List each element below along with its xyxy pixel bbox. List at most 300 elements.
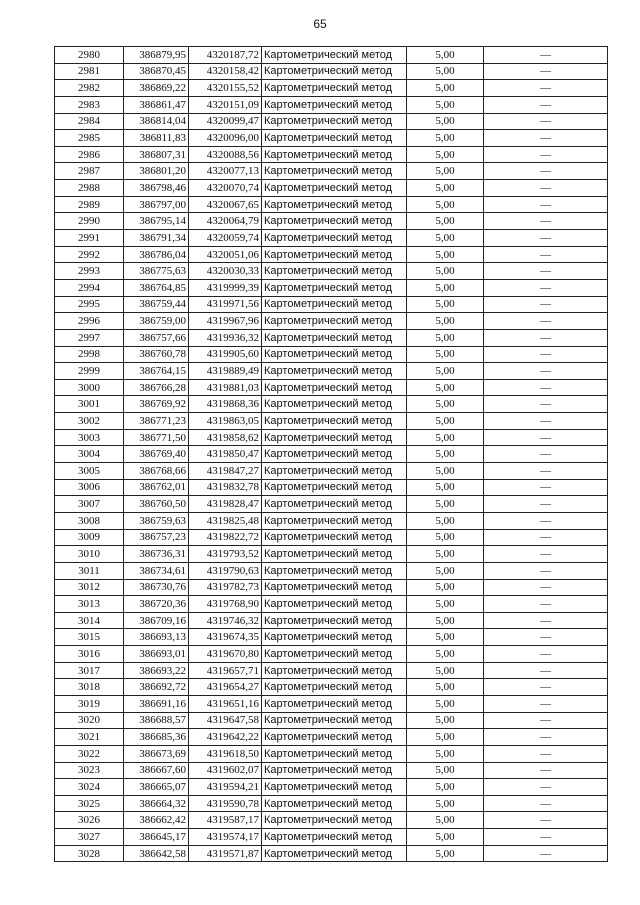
point-number-cell: 3007 (55, 496, 124, 513)
x-coordinate-cell: 386685,36 (124, 729, 189, 746)
point-number-cell: 3020 (55, 712, 124, 729)
method-cell: Картометрический метод (262, 213, 407, 230)
method-cell: Картометрический метод (262, 130, 407, 147)
table-row (55, 196, 608, 213)
method-cell: Картометрический метод (262, 612, 407, 629)
x-coordinate-cell: 386764,85 (124, 279, 189, 296)
table-row (55, 379, 608, 396)
method-cell: Картометрический метод (262, 413, 407, 430)
x-coordinate-cell: 386693,13 (124, 629, 189, 646)
point-number-cell: 3018 (55, 679, 124, 696)
x-coordinate-cell: 386801,20 (124, 163, 189, 180)
y-coordinate-cell: 4319654,27 (189, 679, 262, 696)
x-coordinate-cell: 386665,07 (124, 779, 189, 796)
method-cell: Картометрический метод (262, 230, 407, 247)
description-cell: — (484, 629, 608, 646)
description-cell: — (484, 679, 608, 696)
y-coordinate-cell: 4319602,07 (189, 762, 262, 779)
method-cell: Картометрический метод (262, 113, 407, 130)
x-coordinate-cell: 386798,46 (124, 180, 189, 197)
precision-cell: 5,00 (407, 446, 484, 463)
description-cell: — (484, 180, 608, 197)
x-coordinate-cell: 386691,16 (124, 695, 189, 712)
description-cell: — (484, 213, 608, 230)
precision-cell: 5,00 (407, 429, 484, 446)
y-coordinate-cell: 4319782,73 (189, 579, 262, 596)
method-cell: Картометрический метод (262, 363, 407, 380)
precision-cell: 5,00 (407, 163, 484, 180)
table-row (55, 712, 608, 729)
method-cell: Картометрический метод (262, 679, 407, 696)
point-number-cell: 2988 (55, 180, 124, 197)
precision-cell: 5,00 (407, 479, 484, 496)
x-coordinate-cell: 386757,23 (124, 529, 189, 546)
method-cell: Картометрический метод (262, 662, 407, 679)
point-number-cell: 3022 (55, 745, 124, 762)
x-coordinate-cell: 386693,22 (124, 662, 189, 679)
table-row (55, 313, 608, 330)
method-cell: Картометрический метод (262, 279, 407, 296)
description-cell: — (484, 96, 608, 113)
x-coordinate-cell: 386811,83 (124, 130, 189, 147)
page-number: 65 (313, 17, 327, 31)
x-coordinate-cell: 386759,63 (124, 512, 189, 529)
table-row (55, 679, 608, 696)
precision-cell: 5,00 (407, 146, 484, 163)
x-coordinate-cell: 386771,23 (124, 413, 189, 430)
x-coordinate-cell: 386771,50 (124, 429, 189, 446)
precision-cell: 5,00 (407, 762, 484, 779)
table-row (55, 829, 608, 846)
method-cell: Картометрический метод (262, 446, 407, 463)
precision-cell: 5,00 (407, 213, 484, 230)
y-coordinate-cell: 4319590,78 (189, 795, 262, 812)
y-coordinate-cell: 4319594,21 (189, 779, 262, 796)
description-cell: — (484, 130, 608, 147)
table-row (55, 96, 608, 113)
description-cell: — (484, 512, 608, 529)
method-cell: Картометрический метод (262, 795, 407, 812)
method-cell: Картометрический метод (262, 163, 407, 180)
point-number-cell: 3023 (55, 762, 124, 779)
table-row (55, 413, 608, 430)
point-number-cell: 2981 (55, 63, 124, 80)
method-cell: Картометрический метод (262, 779, 407, 796)
point-number-cell: 3014 (55, 612, 124, 629)
precision-cell: 5,00 (407, 795, 484, 812)
precision-cell: 5,00 (407, 47, 484, 64)
precision-cell: 5,00 (407, 712, 484, 729)
precision-cell: 5,00 (407, 329, 484, 346)
table-row (55, 246, 608, 263)
point-number-cell: 2992 (55, 246, 124, 263)
point-number-cell: 2989 (55, 196, 124, 213)
method-cell: Картометрический метод (262, 845, 407, 862)
table-row (55, 396, 608, 413)
x-coordinate-cell: 386814,04 (124, 113, 189, 130)
point-number-cell: 2997 (55, 329, 124, 346)
y-coordinate-cell: 4319657,71 (189, 662, 262, 679)
point-number-cell: 3004 (55, 446, 124, 463)
precision-cell: 5,00 (407, 363, 484, 380)
precision-cell: 5,00 (407, 496, 484, 513)
precision-cell: 5,00 (407, 662, 484, 679)
description-cell: — (484, 812, 608, 829)
method-cell: Картометрический метод (262, 646, 407, 663)
point-number-cell: 3006 (55, 479, 124, 496)
y-coordinate-cell: 4319936,32 (189, 329, 262, 346)
x-coordinate-cell: 386709,16 (124, 612, 189, 629)
method-cell: Картометрический метод (262, 762, 407, 779)
description-cell: — (484, 646, 608, 663)
description-cell: — (484, 146, 608, 163)
table-row (55, 762, 608, 779)
method-cell: Картометрический метод (262, 479, 407, 496)
x-coordinate-cell: 386759,00 (124, 313, 189, 330)
x-coordinate-cell: 386768,66 (124, 463, 189, 480)
point-number-cell: 3012 (55, 579, 124, 596)
method-cell: Картометрический метод (262, 546, 407, 563)
x-coordinate-cell: 386797,00 (124, 196, 189, 213)
y-coordinate-cell: 4320151,09 (189, 96, 262, 113)
x-coordinate-cell: 386775,63 (124, 263, 189, 280)
point-number-cell: 3010 (55, 546, 124, 563)
description-cell: — (484, 496, 608, 513)
table-row (55, 562, 608, 579)
method-cell: Картометрический метод (262, 329, 407, 346)
x-coordinate-cell: 386769,40 (124, 446, 189, 463)
method-cell: Картометрический метод (262, 63, 407, 80)
table-row (55, 546, 608, 563)
method-cell: Картометрический метод (262, 246, 407, 263)
method-cell: Картометрический метод (262, 496, 407, 513)
x-coordinate-cell: 386667,60 (124, 762, 189, 779)
description-cell: — (484, 529, 608, 546)
description-cell: — (484, 829, 608, 846)
point-number-cell: 2986 (55, 146, 124, 163)
precision-cell: 5,00 (407, 695, 484, 712)
precision-cell: 5,00 (407, 196, 484, 213)
method-cell: Картометрический метод (262, 812, 407, 829)
table-row (55, 845, 608, 862)
point-number-cell: 2982 (55, 80, 124, 97)
precision-cell: 5,00 (407, 279, 484, 296)
precision-cell: 5,00 (407, 80, 484, 97)
precision-cell: 5,00 (407, 263, 484, 280)
table-row (55, 646, 608, 663)
y-coordinate-cell: 4319571,87 (189, 845, 262, 862)
description-cell: — (484, 479, 608, 496)
point-number-cell: 3028 (55, 845, 124, 862)
coordinates-table (54, 46, 608, 862)
table-row (55, 496, 608, 513)
y-coordinate-cell: 4319850,47 (189, 446, 262, 463)
description-cell: — (484, 695, 608, 712)
method-cell: Картометрический метод (262, 313, 407, 330)
x-coordinate-cell: 386769,92 (124, 396, 189, 413)
method-cell: Картометрический метод (262, 263, 407, 280)
y-coordinate-cell: 4319746,32 (189, 612, 262, 629)
x-coordinate-cell: 386861,47 (124, 96, 189, 113)
precision-cell: 5,00 (407, 512, 484, 529)
x-coordinate-cell: 386757,66 (124, 329, 189, 346)
method-cell: Картометрический метод (262, 562, 407, 579)
table-row (55, 346, 608, 363)
point-number-cell: 3024 (55, 779, 124, 796)
table-row (55, 512, 608, 529)
method-cell: Картометрический метод (262, 296, 407, 313)
description-cell: — (484, 562, 608, 579)
y-coordinate-cell: 4320064,79 (189, 213, 262, 230)
table-row (55, 47, 608, 64)
y-coordinate-cell: 4320088,56 (189, 146, 262, 163)
point-number-cell: 2990 (55, 213, 124, 230)
point-number-cell: 2994 (55, 279, 124, 296)
method-cell: Картометрический метод (262, 512, 407, 529)
x-coordinate-cell: 386760,78 (124, 346, 189, 363)
precision-cell: 5,00 (407, 180, 484, 197)
precision-cell: 5,00 (407, 296, 484, 313)
point-number-cell: 3005 (55, 463, 124, 480)
method-cell: Картометрический метод (262, 396, 407, 413)
table-row (55, 529, 608, 546)
description-cell: — (484, 413, 608, 430)
description-cell: — (484, 429, 608, 446)
table-row (55, 662, 608, 679)
y-coordinate-cell: 4319670,80 (189, 646, 262, 663)
y-coordinate-cell: 4320070,74 (189, 180, 262, 197)
method-cell: Картометрический метод (262, 745, 407, 762)
precision-cell: 5,00 (407, 246, 484, 263)
description-cell: — (484, 662, 608, 679)
table-row (55, 479, 608, 496)
y-coordinate-cell: 4319587,17 (189, 812, 262, 829)
x-coordinate-cell: 386688,57 (124, 712, 189, 729)
table-row (55, 329, 608, 346)
point-number-cell: 2987 (55, 163, 124, 180)
table-row (55, 629, 608, 646)
y-coordinate-cell: 4319971,56 (189, 296, 262, 313)
point-number-cell: 3001 (55, 396, 124, 413)
point-number-cell: 2995 (55, 296, 124, 313)
x-coordinate-cell: 386693,01 (124, 646, 189, 663)
point-number-cell: 3026 (55, 812, 124, 829)
table-row (55, 113, 608, 130)
description-cell: — (484, 795, 608, 812)
table-row (55, 446, 608, 463)
description-cell: — (484, 762, 608, 779)
description-cell: — (484, 446, 608, 463)
point-number-cell: 3002 (55, 413, 124, 430)
x-coordinate-cell: 386807,31 (124, 146, 189, 163)
description-cell: — (484, 546, 608, 563)
point-number-cell: 3011 (55, 562, 124, 579)
point-number-cell: 3025 (55, 795, 124, 812)
point-number-cell: 2998 (55, 346, 124, 363)
table-row (55, 429, 608, 446)
y-coordinate-cell: 4319647,58 (189, 712, 262, 729)
precision-cell: 5,00 (407, 579, 484, 596)
precision-cell: 5,00 (407, 729, 484, 746)
point-number-cell: 3017 (55, 662, 124, 679)
table-row (55, 779, 608, 796)
point-number-cell: 2985 (55, 130, 124, 147)
description-cell: — (484, 612, 608, 629)
precision-cell: 5,00 (407, 612, 484, 629)
description-cell: — (484, 279, 608, 296)
point-number-cell: 3003 (55, 429, 124, 446)
x-coordinate-cell: 386870,45 (124, 63, 189, 80)
precision-cell: 5,00 (407, 230, 484, 247)
description-cell: — (484, 596, 608, 613)
description-cell: — (484, 263, 608, 280)
method-cell: Картометрический метод (262, 829, 407, 846)
x-coordinate-cell: 386795,14 (124, 213, 189, 230)
table-row (55, 812, 608, 829)
description-cell: — (484, 63, 608, 80)
method-cell: Картометрический метод (262, 346, 407, 363)
description-cell: — (484, 80, 608, 97)
point-number-cell: 3021 (55, 729, 124, 746)
description-cell: — (484, 196, 608, 213)
y-coordinate-cell: 4319881,03 (189, 379, 262, 396)
table-row (55, 163, 608, 180)
method-cell: Картометрический метод (262, 463, 407, 480)
precision-cell: 5,00 (407, 463, 484, 480)
point-number-cell: 2980 (55, 47, 124, 64)
point-number-cell: 3009 (55, 529, 124, 546)
method-cell: Картометрический метод (262, 96, 407, 113)
precision-cell: 5,00 (407, 396, 484, 413)
x-coordinate-cell: 386879,95 (124, 47, 189, 64)
method-cell: Картометрический метод (262, 596, 407, 613)
description-cell: — (484, 47, 608, 64)
table-row (55, 463, 608, 480)
y-coordinate-cell: 4319905,60 (189, 346, 262, 363)
description-cell: — (484, 163, 608, 180)
table-row (55, 80, 608, 97)
x-coordinate-cell: 386662,42 (124, 812, 189, 829)
y-coordinate-cell: 4319863,05 (189, 413, 262, 430)
precision-cell: 5,00 (407, 596, 484, 613)
table-row (55, 130, 608, 147)
method-cell: Картометрический метод (262, 529, 407, 546)
y-coordinate-cell: 4319847,27 (189, 463, 262, 480)
x-coordinate-cell: 386730,76 (124, 579, 189, 596)
x-coordinate-cell: 386734,61 (124, 562, 189, 579)
x-coordinate-cell: 386692,72 (124, 679, 189, 696)
y-coordinate-cell: 4319574,17 (189, 829, 262, 846)
precision-cell: 5,00 (407, 829, 484, 846)
y-coordinate-cell: 4320077,13 (189, 163, 262, 180)
y-coordinate-cell: 4319642,22 (189, 729, 262, 746)
precision-cell: 5,00 (407, 562, 484, 579)
y-coordinate-cell: 4320158,42 (189, 63, 262, 80)
precision-cell: 5,00 (407, 546, 484, 563)
table-row (55, 729, 608, 746)
table-row (55, 596, 608, 613)
table-row (55, 695, 608, 712)
point-number-cell: 3019 (55, 695, 124, 712)
y-coordinate-cell: 4319828,47 (189, 496, 262, 513)
precision-cell: 5,00 (407, 379, 484, 396)
x-coordinate-cell: 386791,34 (124, 230, 189, 247)
y-coordinate-cell: 4320067,65 (189, 196, 262, 213)
method-cell: Картометрический метод (262, 729, 407, 746)
point-number-cell: 2996 (55, 313, 124, 330)
y-coordinate-cell: 4319651,16 (189, 695, 262, 712)
y-coordinate-cell: 4319999,39 (189, 279, 262, 296)
description-cell: — (484, 346, 608, 363)
description-cell: — (484, 313, 608, 330)
method-cell: Картометрический метод (262, 629, 407, 646)
y-coordinate-cell: 4319832,78 (189, 479, 262, 496)
y-coordinate-cell: 4319618,50 (189, 745, 262, 762)
y-coordinate-cell: 4319768,90 (189, 596, 262, 613)
x-coordinate-cell: 386720,36 (124, 596, 189, 613)
method-cell: Картометрический метод (262, 47, 407, 64)
description-cell: — (484, 296, 608, 313)
y-coordinate-cell: 4319889,49 (189, 363, 262, 380)
point-number-cell: 3013 (55, 596, 124, 613)
precision-cell: 5,00 (407, 63, 484, 80)
point-number-cell: 2991 (55, 230, 124, 247)
point-number-cell: 2983 (55, 96, 124, 113)
description-cell: — (484, 396, 608, 413)
precision-cell: 5,00 (407, 745, 484, 762)
point-number-cell: 2984 (55, 113, 124, 130)
precision-cell: 5,00 (407, 812, 484, 829)
method-cell: Картометрический метод (262, 80, 407, 97)
y-coordinate-cell: 4319822,72 (189, 529, 262, 546)
point-number-cell: 2999 (55, 363, 124, 380)
point-number-cell: 3008 (55, 512, 124, 529)
precision-cell: 5,00 (407, 845, 484, 862)
description-cell: — (484, 779, 608, 796)
method-cell: Картометрический метод (262, 379, 407, 396)
precision-cell: 5,00 (407, 130, 484, 147)
y-coordinate-cell: 4319790,63 (189, 562, 262, 579)
y-coordinate-cell: 4319793,52 (189, 546, 262, 563)
x-coordinate-cell: 386736,31 (124, 546, 189, 563)
method-cell: Картометрический метод (262, 196, 407, 213)
y-coordinate-cell: 4320096,00 (189, 130, 262, 147)
x-coordinate-cell: 386645,17 (124, 829, 189, 846)
y-coordinate-cell: 4319868,36 (189, 396, 262, 413)
table-row (55, 263, 608, 280)
y-coordinate-cell: 4319967,96 (189, 313, 262, 330)
description-cell: — (484, 729, 608, 746)
table-row (55, 213, 608, 230)
precision-cell: 5,00 (407, 346, 484, 363)
table-row (55, 180, 608, 197)
method-cell: Картометрический метод (262, 579, 407, 596)
point-number-cell: 3015 (55, 629, 124, 646)
y-coordinate-cell: 4320059,74 (189, 230, 262, 247)
y-coordinate-cell: 4320099,47 (189, 113, 262, 130)
precision-cell: 5,00 (407, 313, 484, 330)
table-row (55, 279, 608, 296)
method-cell: Картометрический метод (262, 146, 407, 163)
description-cell: — (484, 246, 608, 263)
table-row (55, 579, 608, 596)
precision-cell: 5,00 (407, 413, 484, 430)
precision-cell: 5,00 (407, 629, 484, 646)
table-row (55, 296, 608, 313)
description-cell: — (484, 230, 608, 247)
y-coordinate-cell: 4320155,52 (189, 80, 262, 97)
precision-cell: 5,00 (407, 529, 484, 546)
